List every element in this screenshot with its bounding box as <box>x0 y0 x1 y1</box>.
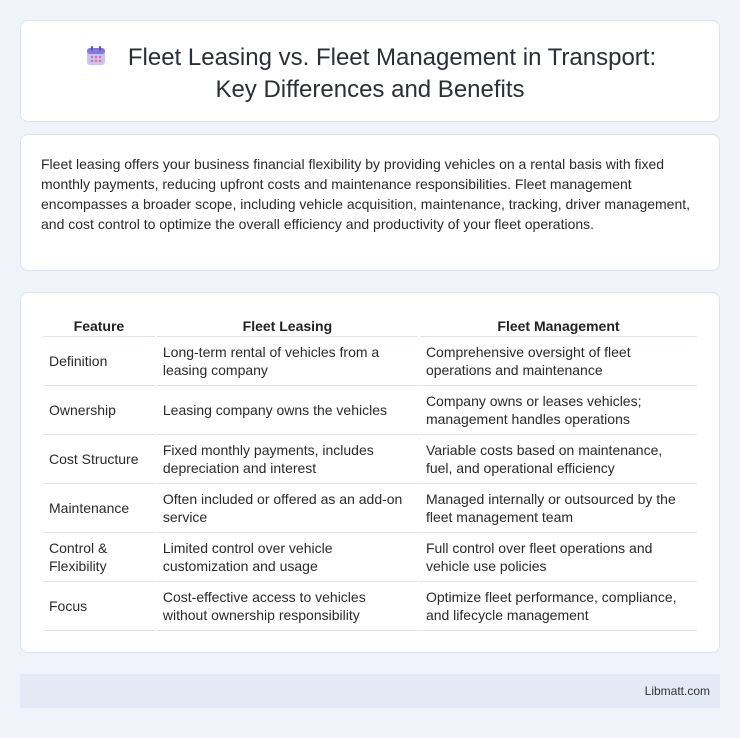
management-cell: Company owns or leases vehicles; management handles operations <box>420 386 697 435</box>
intro-paragraph: Fleet leasing offers your business financial flexibility by providing vehicles on a rental basis with fixed monthly payments, reducing upfront costs and maintenance responsibilities. Fleet management encompasses a broader scope, including vehicle acquisition, maintenance, tracking, driver management, and cost control to optimize the overall efficiency and productivity of your fleet operations. <box>41 156 691 232</box>
management-cell: Variable costs based on maintenance, fuel, and operational efficiency <box>420 435 697 484</box>
management-cell: Full control over fleet operations and vehicle use policies <box>420 533 697 582</box>
table-row <box>43 435 697 484</box>
leasing-cell: Cost-effective access to vehicles without ownership responsibility <box>157 582 418 631</box>
table-row <box>43 484 697 533</box>
header-fleet-management: Fleet Management <box>420 316 697 337</box>
feature-cell: Cost Structure <box>43 435 155 484</box>
footer-site-link[interactable]: Libmatt.com <box>644 684 710 698</box>
leasing-cell: Often included or offered as an add-on service <box>157 484 418 533</box>
title-card <box>20 20 720 122</box>
feature-cell: Ownership <box>43 386 155 435</box>
table-row <box>43 582 697 631</box>
management-cell: Optimize fleet performance, compliance, and lifecycle management <box>420 582 697 631</box>
calendar-icon <box>84 44 108 75</box>
page-title: Fleet Leasing vs. Fleet Management in Transport: Key Differences and Benefits <box>127 44 657 103</box>
feature-cell: Control & Flexibility <box>43 533 155 582</box>
table-row <box>43 337 697 386</box>
feature-cell: Definition <box>43 337 155 386</box>
page-title-row <box>21 43 719 104</box>
table-row <box>43 386 697 435</box>
feature-cell: Maintenance <box>43 484 155 533</box>
management-cell: Managed internally or outsourced by the fleet management team <box>420 484 697 533</box>
table-header-row <box>43 316 697 337</box>
table-row <box>43 533 697 582</box>
footer-bar <box>20 674 720 708</box>
feature-cell: Focus <box>43 582 155 631</box>
leasing-cell: Fixed monthly payments, includes depreciation and interest <box>157 435 418 484</box>
leasing-cell: Leasing company owns the vehicles <box>157 386 418 435</box>
leasing-cell: Long-term rental of vehicles from a leasing company <box>157 337 418 386</box>
leasing-cell: Limited control over vehicle customization and usage <box>157 533 418 582</box>
comparison-card <box>20 292 720 653</box>
comparison-table <box>41 316 699 631</box>
header-fleet-leasing: Fleet Leasing <box>157 316 418 337</box>
intro-card <box>20 134 720 271</box>
management-cell: Comprehensive oversight of fleet operations and maintenance <box>420 337 697 386</box>
header-feature: Feature <box>43 316 155 337</box>
